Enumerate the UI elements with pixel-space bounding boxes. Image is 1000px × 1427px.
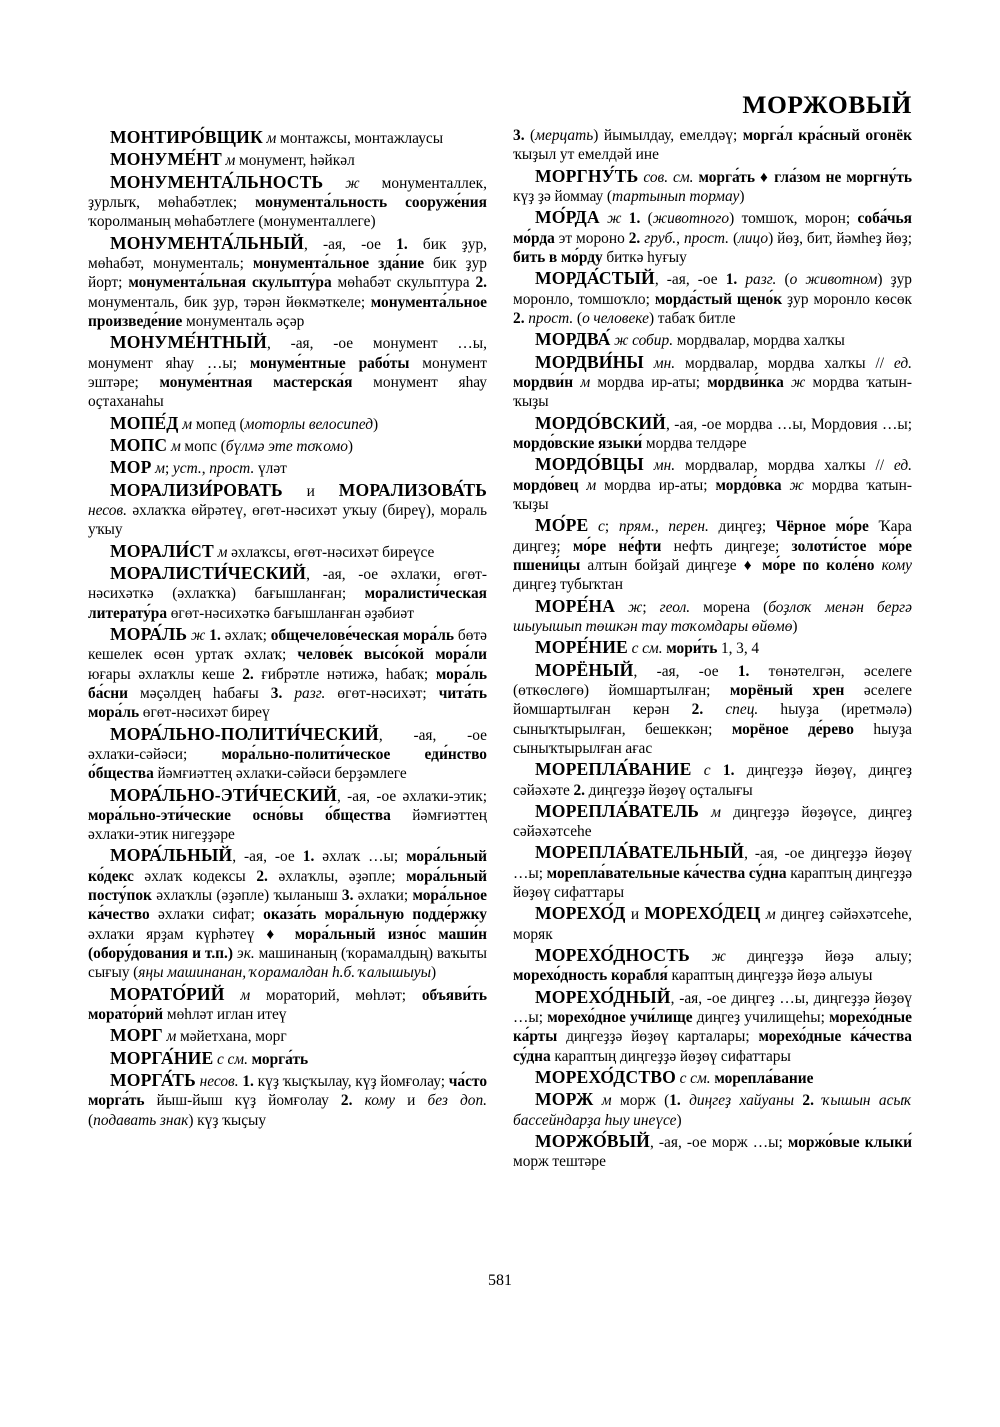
dictionary-entry: МОР м; уст., прост. үләт — [110, 457, 287, 478]
dictionary-entry: МОПС м мопс (бүлмә эте тоҡомо) — [110, 434, 354, 455]
dictionary-entry: МОРЕХО́ДНОСТЬ ж диңгеҙҙә йөҙә алыу; морехо́дность корабля́ караптың диңгеҙҙә йөҙә алыуы — [513, 945, 912, 985]
dictionary-entry: МОНУМЕ́НТ м монумент, һәйкәл — [110, 149, 355, 170]
dictionary-entry: МОРДВИ́НЫ мн. мордвалар, мордва халҡы // ед. мордви́н м мордва ир-аты; мордви́нка ж мордва ҡатын-ҡыҙы — [513, 351, 913, 411]
dictionary-entry: МОРА́ЛЬ ж 1. әхлаҡ; общечелове́ческая мора́ль бөтә кешелек өсөн уртаҡ әхлаҡ; челове́к высо́кой мора́ли юғары әхлаҡлы кеше 2. ғибрәтле нәтижә, һабаҡ; мора́ль ба́сни мәҫәлдең һабағы 3. разг. өгөт-нәсихәт; чита́ть мора́ль өгөт-нәсихәт биреү — [88, 623, 488, 722]
dictionary-entry: МОРЖ м морж (1. диңгеҙ хайуаны 2. ҡышын асыҡ бассейндарҙа һыу инеүсе) — [513, 1089, 912, 1129]
dictionary-entry: МОРДО́ВЦЫ мн. мордвалар, мордва халҡы // ед. мордо́вец м мордва ир-аты; мордо́вка ж мордва ҡатын-ҡыҙы — [513, 454, 913, 513]
right-column — [513, 126, 912, 1172]
dictionary-entry: МОРДА́СТЫЙ, -ая, -ое 1. разг. (о животном) ҙур моронло, томшоҡло; морда́стый щено́к ҙур моронло көсөк 2. прост. (о человеке) табаҡ битле — [513, 268, 913, 327]
dictionary-entry: МОРАЛИСТИ́ЧЕСКИЙ, -ая, -ое әхлаҡи, өгөт-нәсихәткә (әхлаҡҡа) бағышланған; моралисти́ческая литерату́ра өгөт-нәсихәткә бағышланған әҙәбиәт — [88, 562, 487, 622]
running-head: МОРЖОВЫЙ — [742, 90, 912, 119]
dictionary-entry: МОРАЛИ́СТ м әхлаҡсы, өгөт-нәсихәт биреүсе — [110, 540, 435, 561]
dictionary-entry: МОРГНУ́ТЬ сов. см. морга́ть ♦ гла́зом не моргну́ть күҙ ҙә йоммау (тартынып тормау) — [513, 165, 913, 205]
dictionary-entry: МОНУМЕНТА́ЛЬНЫЙ, -ая, -ое 1. бик ҙур, мөһабәт, монументаль; монумента́льное зда́ние бик ҙур йорт; монумента́льная скульпту́ра мөһабәт скульптура 2. монументаль, бик ҙур, тәрән йөкмәткеле; монумента́льное произведе́ние монументаль әҫәр — [88, 232, 487, 330]
dictionary-entry: МОРЕПЛА́ВАТЕЛЬНЫЙ, -ая, -ое диңгеҙҙә йөҙөү …ы; морепла́вательные ка́чества су́дна караптың диңгеҙҙә йөҙөү сифаттары — [513, 842, 913, 902]
dictionary-entry: МОРА́ЛЬНЫЙ, -ая, -ое 1. әхлаҡ …ы; мора́льный ко́декс әхлаҡ кодексы 2. әхлаҡлы, әҙәпле; мора́льный посту́пок әхлаҡлы (әҙәпле) ҡыланыш 3. әхлаҡи; мора́льное ка́чество әхлаҡи сифат; оказа́ть мора́льную подде́ржку әхлаҡи ярҙам күрһәтеү ♦ мора́льный изно́с маши́н (обору́дования и т.п.) эк. машинаның (ҡорамалдың) ваҡыты сығыу (яңы машинанан, ҡорамалдан һ.б. ҡалышыуы) — [88, 845, 488, 982]
dictionary-entry: МОРДО́ВСКИЙ, -ая, -ое мордва …ы, Мордовия …ы; мордо́вские языки́ мордва телдәре — [513, 412, 912, 452]
dictionary-entry: МОРЁНЫЙ, -ая, -ое 1. төнәтелгән, әселеге (өткөслөгө) йомшартылған; морёный хрен әселеге йомшартылған керән 2. спец. һыуҙа (иретмәлә) сыныҡтырылған, бешеккән; морёное де́рево һыуҙа сыныҡтырылған ағас — [513, 659, 913, 757]
dictionary-entry: МОРЖО́ВЫЙ, -ая, -ое морж …ы; моржо́вые клыки́ морж тештәре — [513, 1131, 912, 1171]
page-columns — [88, 126, 912, 1172]
dictionary-entry: МОРГА́ТЬ несов. 1. күҙ ҡыҫҡылау, күҙ йомғолау; ча́сто морга́ть йыш-йыш күҙ йомғолау 2. кому и без доп. (подавать знак) күҙ ҡыҫыу — [88, 1070, 488, 1129]
dictionary-entry: МОРА́ЛЬНО-ЭТИ́ЧЕСКИЙ, -ая, -ое әхлаҡи-этик; мора́льно-эти́ческие осно́вы о́бщества йәмғиәттең әхлаҡи-этик нигеҙҙәре — [88, 784, 487, 844]
dictionary-entry: МОРЕХО́ДНЫЙ, -ая, -ое диңгеҙ …ы, диңгеҙҙә йөҙөү …ы; морехо́дное учи́лище диңгеҙ училищеһы; морехо́дные ка́рты диңгеҙҙә йөҙөү карталары; морехо́дные ка́чества су́дна караптың диңгеҙҙә йөҙөү сифаттары — [513, 986, 912, 1065]
dictionary-entry: МОРЕХО́Д и МОРЕХО́ДЕЦ м диңгеҙ сәйәхәтсеһе, моряк — [513, 903, 912, 943]
dictionary-entry: МОПЕ́Д м мопед (моторлы велосипед) — [110, 412, 379, 433]
dictionary-entry: МОРГ м мәйетхана, морг — [110, 1025, 287, 1046]
dictionary-entry: МОРЕ́НА ж; геол. морена (боҙлоҡ менән бергә шыуышып төшкән тау тоҡомдары өйөмө) — [513, 595, 912, 635]
page-number: 581 — [488, 1272, 512, 1289]
dictionary-entry: МОРАЛИЗИ́РОВАТЬ и МОРАЛИЗОВА́ТЬ несов. әхлаҡҡа өйрәтеү, өгөт-нәсихәт уҡыу (биреү), мораль уҡыу — [88, 479, 487, 539]
left-column — [88, 126, 487, 1172]
dictionary-entry: МОРА́ЛЬНО-ПОЛИТИ́ЧЕСКИЙ, -ая, -ое әхлаҡи-сәйәси; мора́льно-полити́ческое еди́нство о́бщества йәмғиәттең әхлаҡи-сәйәси берҙәмлеге — [88, 723, 487, 783]
dictionary-entry: МО́РЕ с; прям., перен. диңгеҙ; Чёрное мо́ре Ҡара диңгеҙ; мо́ре не́фти нефть диңгеҙе; золоти́стое мо́ре пшени́цы алтын бойҙай диңгеҙе ♦ мо́ре по коле́но кому диңгеҙ тубыҡтан — [513, 515, 913, 594]
dictionary-entry: МОРЕ́НИЕ с см. мори́ть 1, 3, 4 — [535, 637, 760, 658]
dictionary-entry: МОНУМЕНТА́ЛЬНОСТЬ ж монументаллек, ҙурлыҡ, мөһабәтлек; монумента́льность сооруже́ния ҡоролманың мөһабәтлеге (монументаллеге) — [88, 171, 487, 231]
dictionary-entry: МОРГА́НИЕ с см. морга́ть — [110, 1047, 309, 1068]
dictionary-entry: МО́РДА ж 1. (животного) томшоҡ, морон; соба́чья мо́рда эт мороно 2. груб., прост. (лицо) йөҙ, бит, йәмһеҙ йөҙ; бить в мо́рду биткә һуғыу — [513, 207, 912, 266]
dictionary-entry: МОРАТО́РИЙ м мораторий, мөһләт; объяви́ть морато́рий мөһләт иглан итеү — [88, 983, 487, 1024]
dictionary-entry: МОНТИРО́ВЩИК м монтажсы, монтажлаусы — [110, 127, 444, 147]
dictionary-entry: МОНУМЕ́НТНЫЙ, -ая, -ое монумент …ы, монумент яһау …ы; монуме́нтные рабо́ты монумент эштәре; монуме́нтная мастерска́я монумент яһау оҫтаханаһы — [88, 332, 488, 411]
dictionary-entry: МОРЕПЛА́ВАТЕЛЬ м диңгеҙҙә йөҙөүсе, диңгеҙ сәйәхәтсеһе — [513, 800, 912, 841]
dictionary-entry: 3. (мерцать) йымылдау, емелдәү; морга́л кра́сный огонёк ҡыҙыл ут емелдәй ине — [513, 127, 912, 164]
dictionary-entry: МОРЕХО́ДСТВО с см. морепла́вание — [535, 1067, 814, 1088]
dictionary-entry: МОРДВА́ ж собир. мордвалар, мордва халҡы — [535, 329, 845, 350]
dictionary-entry: МОРЕПЛА́ВАНИЕ с 1. диңгеҙҙә йөҙөү, диңгеҙ сәйәхәте 2. диңгеҙҙә йөҙөү оҫталығы — [513, 759, 912, 799]
